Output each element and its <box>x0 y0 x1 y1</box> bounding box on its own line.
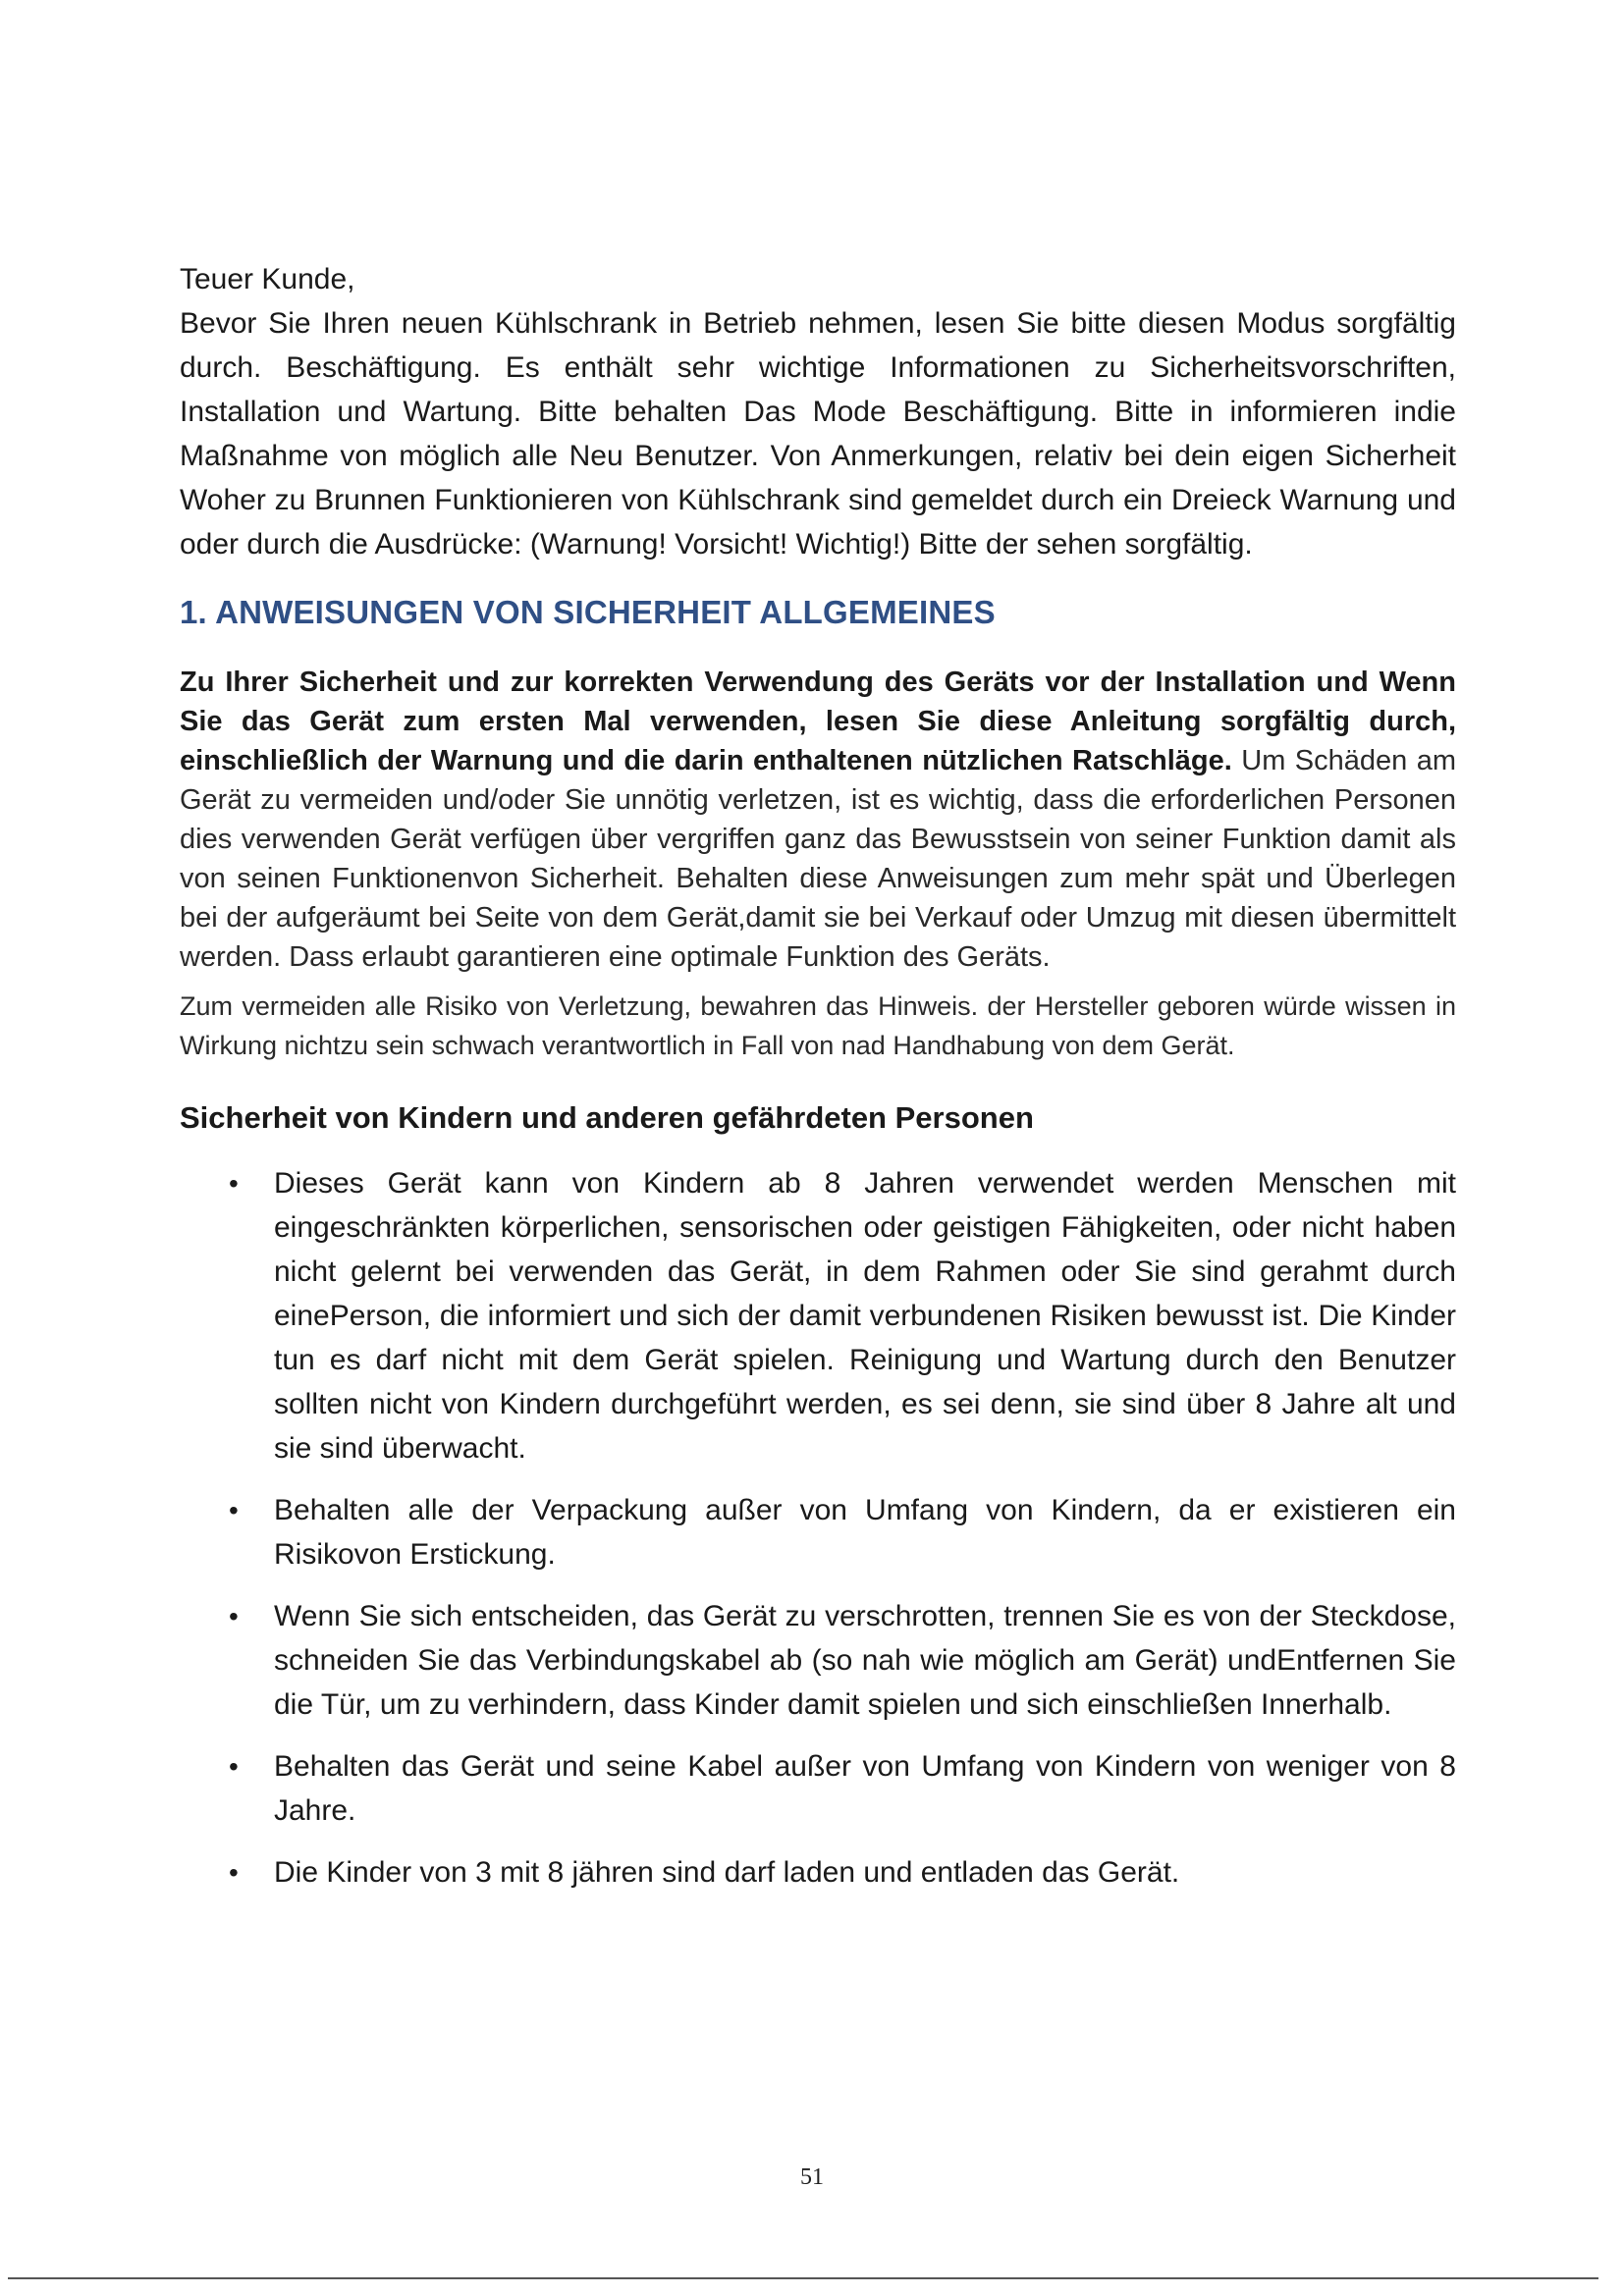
bullet-icon: • <box>229 1601 239 1631</box>
list-item <box>180 1594 1456 1727</box>
safety-intro-normal: Um Schäden am Gerät zu vermeiden und/oder Sie unnötig verletzen, ist es wichtig, dass die erforderlichen Personen dies verwenden Gerät verfügen über vergriffen ganz das Bewusstsein von seiner Funktion damit als von seinen Funktionenvon Sicherheit. Behalten diese Anweisungen zum mehr spät und Überlegen bei der aufgeräumt bei Seite von dem Gerät,damit sie bei Verkauf oder Umzug mit diesen übermittelt werden. Dass erlaubt garantieren eine optimale Funktion des Geräts. <box>180 745 1457 973</box>
safety-intro-paragraph <box>180 663 1456 977</box>
safety-intro-bold: Zu Ihrer Sicherheit und zur korrekten Verwendung des Geräts vor der Installation und Wenn Sie das Gerät zum ersten Mal verwenden, lesen Sie diese Anleitung sorgfältig durch, einschließlich der Warnung und die darin enthaltenen nützlichen Ratschläge. <box>180 667 1456 776</box>
bullet-icon: • <box>229 1168 239 1199</box>
list-item <box>180 1161 1456 1470</box>
list-item <box>180 1744 1456 1833</box>
children-safety-list <box>180 1161 1456 1895</box>
intro-paragraph <box>180 257 1456 566</box>
list-item-text: Behalten das Gerät und seine Kabel außer von Umfang von Kindern von weniger von 8 Jahre. <box>274 1750 1456 1827</box>
list-item <box>180 1488 1456 1576</box>
list-item-text: Die Kinder von 3 mit 8 jähren sind darf laden und entladen das Gerät. <box>274 1856 1180 1889</box>
list-item-text: Wenn Sie sich entscheiden, das Gerät zu verschrotten, trennen Sie es von der Steckdose, schneiden Sie das Verbindungskabel ab (so nah wie möglich am Gerät) undEntfernen Sie die Tür, um zu verhindern, dass Kinder damit spielen und sich einschließen Innerhalb. <box>274 1600 1456 1721</box>
greeting: Teuer Kunde, <box>180 263 355 295</box>
bullet-icon: • <box>229 1751 239 1782</box>
bullet-icon: • <box>229 1857 239 1888</box>
intro-text: Bevor Sie Ihren neuen Kühlschrank in Betrieb nehmen, lesen Sie bitte diesen Modus sorgfältig durch. Beschäftigung. Es enthält sehr wichtige Informationen zu Sicherheitsvorschriften, Installation und Wartung. Bitte behalten Das Mode Beschäftigung. Bitte in informieren indie Maßnahme von möglich alle Neu Benutzer. Von Anmerkungen, relativ bei dein eigen Sicherheit Woher zu Brunnen Funktionieren von Kühlschrank sind gemeldet durch ein Dreieck Warnung und oder durch die Ausdrücke: (Warnung! Vorsicht! Wichtig!) Bitte der sehen sorgfältig. <box>180 307 1456 561</box>
document-page <box>180 257 1456 1912</box>
list-item-text: Behalten alle der Verpackung außer von Umfang von Kindern, da er existieren ein Risikovon Erstickung. <box>274 1494 1456 1571</box>
risk-paragraph: Zum vermeiden alle Risiko von Verletzung, bewahren das Hinweis. der Hersteller geboren würde wissen in Wirkung nichtzu sein schwach verantwortlich in Fall von nad Handhabung von dem Gerät. <box>180 991 1456 1060</box>
page-number: 51 <box>800 2164 824 2190</box>
children-safety-heading: Sicherheit von Kindern und anderen gefährdeten Personen <box>180 1100 1034 1135</box>
bullet-icon: • <box>229 1495 239 1525</box>
list-item-text: Dieses Gerät kann von Kindern ab 8 Jahren verwendet werden Menschen mit eingeschränkten körperlichen, sensorischen oder geistigen Fähigkeiten, oder nicht haben nicht gelernt bei verwenden das Gerät, in dem Rahmen oder Sie sind gerahmt durch einePerson, die informiert und sich der damit verbundenen Risiken bewusst ist. Die Kinder tun es darf nicht mit dem Gerät spielen. Reinigung und Wartung durch den Benutzer sollten nicht von Kindern durchgeführt werden, es sei denn, sie sind über 8 Jahre alt und sie sind überwacht. <box>274 1167 1456 1465</box>
list-item <box>180 1850 1456 1895</box>
section-heading: 1. ANWEISUNGEN VON SICHERHEIT ALLGEMEINES <box>180 594 996 630</box>
footer-divider <box>8 2277 1598 2279</box>
